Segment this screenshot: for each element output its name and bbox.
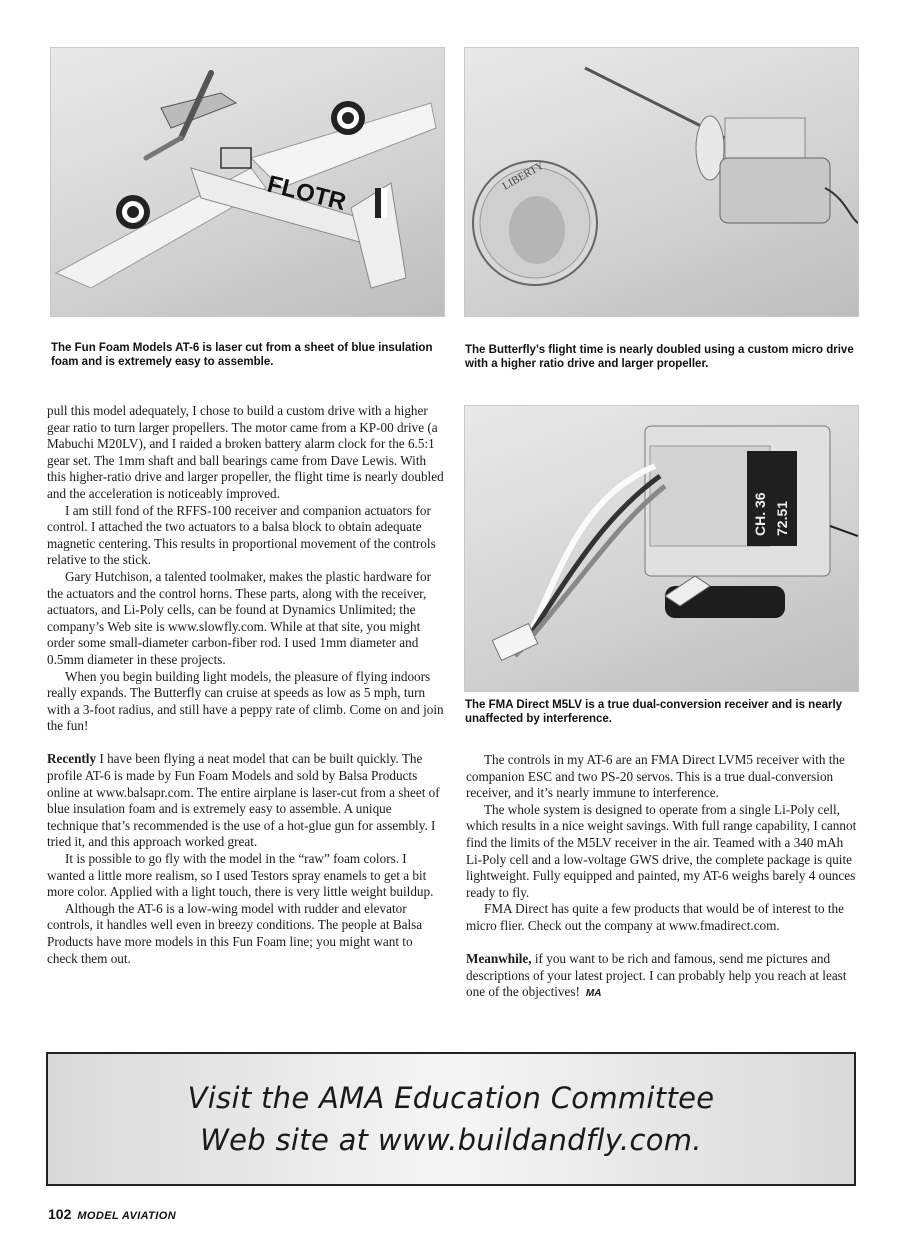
page-footer (48, 1206, 176, 1222)
paragraph-meanwhile (466, 951, 862, 1003)
paragraph-body: I have been flying a neat model that can be built quickly. The profile AT-6 is made by Fun Foam Models and sold by Balsa Products online at www.balsapr.com. The entire airplane is laser-cut from a sheet of blue insulation foam and is extremely easy to assemble. A unique technique that’s recommended is the use of a hot-glue gun for assembly. I tried it, and this approach worked great. (47, 751, 440, 850)
receiver-caption: The FMA Direct M5LV is a true dual-conversion receiver and is nearly unaffected by interference. (465, 699, 843, 725)
magazine-name: MODEL AVIATION (77, 1210, 177, 1222)
at6-airplane-illustration (51, 48, 444, 316)
receiver-label-1: CH. 36 (752, 492, 768, 536)
at6-photo (50, 47, 445, 317)
signoff-logo: MA (585, 988, 602, 1000)
dime-and-drive-illustration (465, 48, 858, 316)
dime-inscription: LIBERTY (500, 159, 547, 193)
paragraph-recently (47, 751, 445, 851)
lead-in: Recently (47, 751, 97, 767)
left-text-column (47, 403, 445, 967)
lead-in: Meanwhile, (466, 951, 532, 967)
paragraph-body: if you want to be rich and famous, send me pictures and descriptions of your latest project. I can probably help you reach at least one of the objectives! (466, 951, 847, 1000)
at6-caption: The Fun Foam Models AT-6 is laser cut from a sheet of blue insulation foam and is extremely easy to assemble. (51, 342, 433, 368)
paragraph: When you begin building light models, the pleasure of flying indoors really expands. The Butterfly can cruise at speeds as low as 5 mph, turn with a 3-foot radius, and still have a peppy rate of climb. Come on and join the fun! (47, 668, 444, 734)
ama-education-banner (46, 1052, 856, 1186)
page-number: 102 (48, 1206, 72, 1222)
paragraph: The whole system is designed to operate from a single Li-Poly cell, which results in a nice weight savings. With full range capability, I cannot find the limits of the M5LV receiver in the air. Teamed with a 340 mAh Li-Poly cell and a low-voltage GWS drive, the complete package is quite lightweight. Fully equipped and painted, my AT-6 weighs barely 4 ounces ready to fly. (466, 801, 857, 900)
butterfly-caption: The Butterfly’s flight time is nearly doubled using a custom micro drive with a higher ratio drive and larger propeller. (465, 344, 854, 370)
plane-registration: FLOTR (264, 170, 349, 217)
paragraph: pull this model adequately, I chose to build a custom drive with a higher gear ratio to turn larger propellers. The motor came from a KP-00 drive (a Mabuchi M20LV), and I raided a broken battery alarm clock for the 6.5:1 gear set. The 1mm shaft and ball bearings came from Dave Lewis. With this higher-ratio drive and larger propeller, the flight time is nearly doubled and the acceleration is noticeably improved. (47, 403, 444, 501)
banner-line-1: Visit the AMA Education Committee (187, 1081, 715, 1115)
receiver-illustration (465, 406, 858, 691)
paragraph: Gary Hutchison, a talented toolmaker, makes the plastic hardware for the actuators and the control horns. These parts, along with the receiver, actuators, and Li-Poly cells, can be found at Dynamics Unlimited; the company’s Web site is www.slowfly.com. While at that site, you might order some small-diameter carbon-fiber rod. I used 1mm diameter and 0.5mm diameter in these projects. (47, 568, 432, 667)
paragraph: It is possible to go fly with the model in the “raw” foam colors. I wanted a little more realism, so I used Testors spray enamels to get a bit more color. Applied with a light touch, there is very little weight buildup. (47, 851, 434, 900)
paragraph: FMA Direct has quite a few products that would be of interest to the micro flier. Check out the company at www.fmadirect.com. (466, 901, 845, 933)
banner-line-2: Web site at www.buildandfly.com. (200, 1123, 702, 1157)
right-text-column (466, 752, 862, 1003)
receiver-label-2: 72.51 (774, 500, 790, 536)
butterfly-drive-photo (464, 47, 859, 317)
receiver-photo (464, 405, 859, 692)
paragraph: Although the AT-6 is a low-wing model with rudder and elevator controls, it handles well even in breezy conditions. The people at Balsa Products have more models in this Fun Foam line; you might want to check them out. (47, 900, 423, 966)
paragraph: The controls in my AT-6 are an FMA Direct LVM5 receiver with the companion ESC and two PS-20 servos. This is a true dual-conversion receiver, and it’s nearly immune to interference. (466, 752, 845, 801)
paragraph: I am still fond of the RFFS-100 receiver and companion actuators for control. I attached the two actuators to a balsa block to obtain adequate magnetic centering. This results in proportional movement of the controls relative to the stick. (47, 502, 436, 568)
